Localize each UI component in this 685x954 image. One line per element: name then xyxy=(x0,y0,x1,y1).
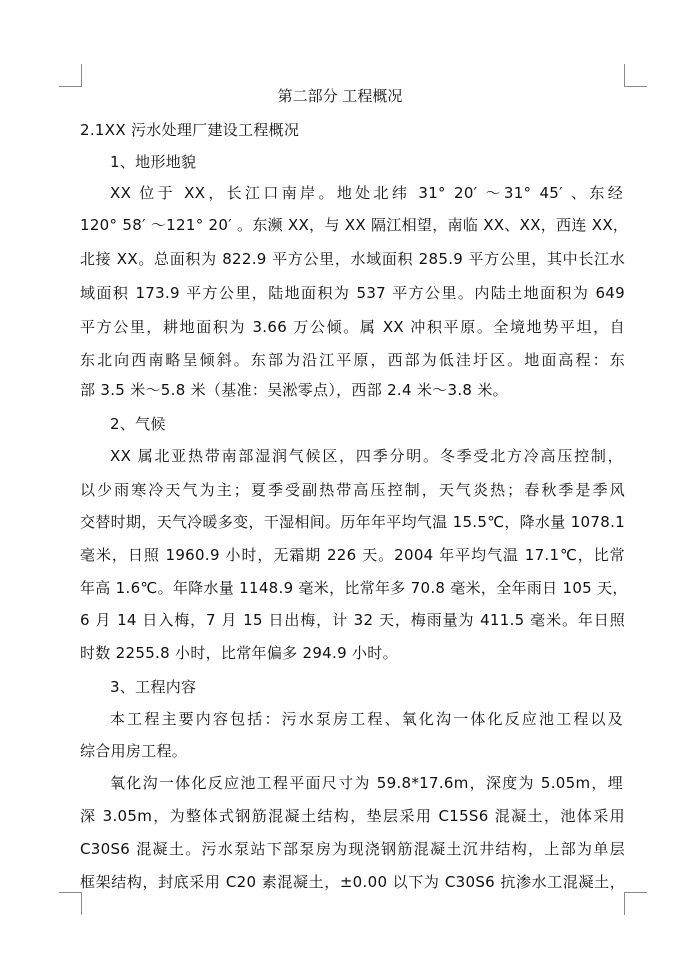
section-3-line: C30S6 混凝土。污水泵站下部泵房为现浇钢筋混凝土沉井结构，上部为单层 xyxy=(80,840,625,858)
page-corner-mark-top-left xyxy=(59,64,82,87)
section-1-line: 平方公里，耕地面积为 3.66 万公倾。属 XX 冲积平原。全境地势平坦，自 xyxy=(80,318,625,336)
section-3-line: 本工程主要内容包括：污水泵房工程、氧化沟一体化反应池工程以及 xyxy=(110,710,623,728)
page-title: 第二部分 工程概况 xyxy=(277,87,403,105)
section-3-line: 综合用房工程。 xyxy=(80,742,188,760)
section-2-line: 交替时期，天气冷暖多变，干湿相间。历年年平均气温 15.5℃，降水量 1078.1 xyxy=(80,513,625,531)
section-2-line: 6 月 14 日入梅，7 月 15 日出梅，计 32 天，梅雨量为 411.5 毫米。年日照 xyxy=(80,611,625,629)
section-heading-2-1: 2.1XX 污水处理厂建设工程概况 xyxy=(80,121,300,139)
section-1-heading: 1、地形地貌 xyxy=(110,153,197,171)
section-1-line: 域面积 173.9 平方公里，陆地面积为 537 平方公里。内陆土地面积为 649 xyxy=(80,284,625,302)
section-3-heading: 3、工程内容 xyxy=(110,678,197,696)
section-3-line: 框架结构，封底采用 C20 素混凝土，±0.00 以下为 C30S6 抗渗水工混凝土， xyxy=(80,873,625,891)
section-1-line: 120° 58′ ～121° 20′ 。东濒 XX，与 XX 隔江相望，南临 XX、XX，西连 XX， xyxy=(80,216,629,234)
page-corner-mark-bottom-left xyxy=(59,892,82,915)
section-2-line: 毫米，日照 1960.9 小时，无霜期 226 天。2004 年平均气温 17.1℃，比常 xyxy=(80,546,625,564)
section-2-heading: 2、气候 xyxy=(110,415,166,433)
page-corner-mark-top-right xyxy=(624,64,647,87)
section-1-line: XX 位于 XX，长江口南岸。地处北纬 31° 20′ ～31° 45′ 、东经 xyxy=(110,184,623,202)
section-1-line: 东北向西南略呈倾斜。东部为沿江平原，西部为低洼圩区。地面高程：东 xyxy=(80,351,625,369)
section-1-line: 部 3.5 米～5.8 米（基准：吴淞零点），西部 2.4 米～3.8 米。 xyxy=(80,381,508,399)
section-3-line: 深 3.05m，为整体式钢筋混凝土结构，垫层采用 C15S6 混凝土，池体采用 xyxy=(80,807,625,825)
section-3-line: 氧化沟一体化反应池工程平面尺寸为 59.8*17.6m，深度为 5.05m，埋 xyxy=(110,774,623,792)
section-2-line: 以少雨寒冷天气为主；夏季受副热带高压控制，天气炎热；春秋季是季风 xyxy=(80,481,625,499)
section-2-line: 时数 2255.8 小时，比常年偏多 294.9 小时。 xyxy=(80,644,398,662)
section-2-line: XX 属北亚热带南部湿润气候区，四季分明。冬季受北方冷高压控制， xyxy=(110,447,623,465)
section-2-line: 年高 1.6℃。年降水量 1148.9 毫米，比常年多 70.8 毫米，全年雨日 105 天， xyxy=(80,579,628,597)
section-1-line: 北接 XX。总面积为 822.9 平方公里，水域面积 285.9 平方公里，其中长江水 xyxy=(80,250,625,268)
page-corner-mark-bottom-right xyxy=(624,892,647,915)
